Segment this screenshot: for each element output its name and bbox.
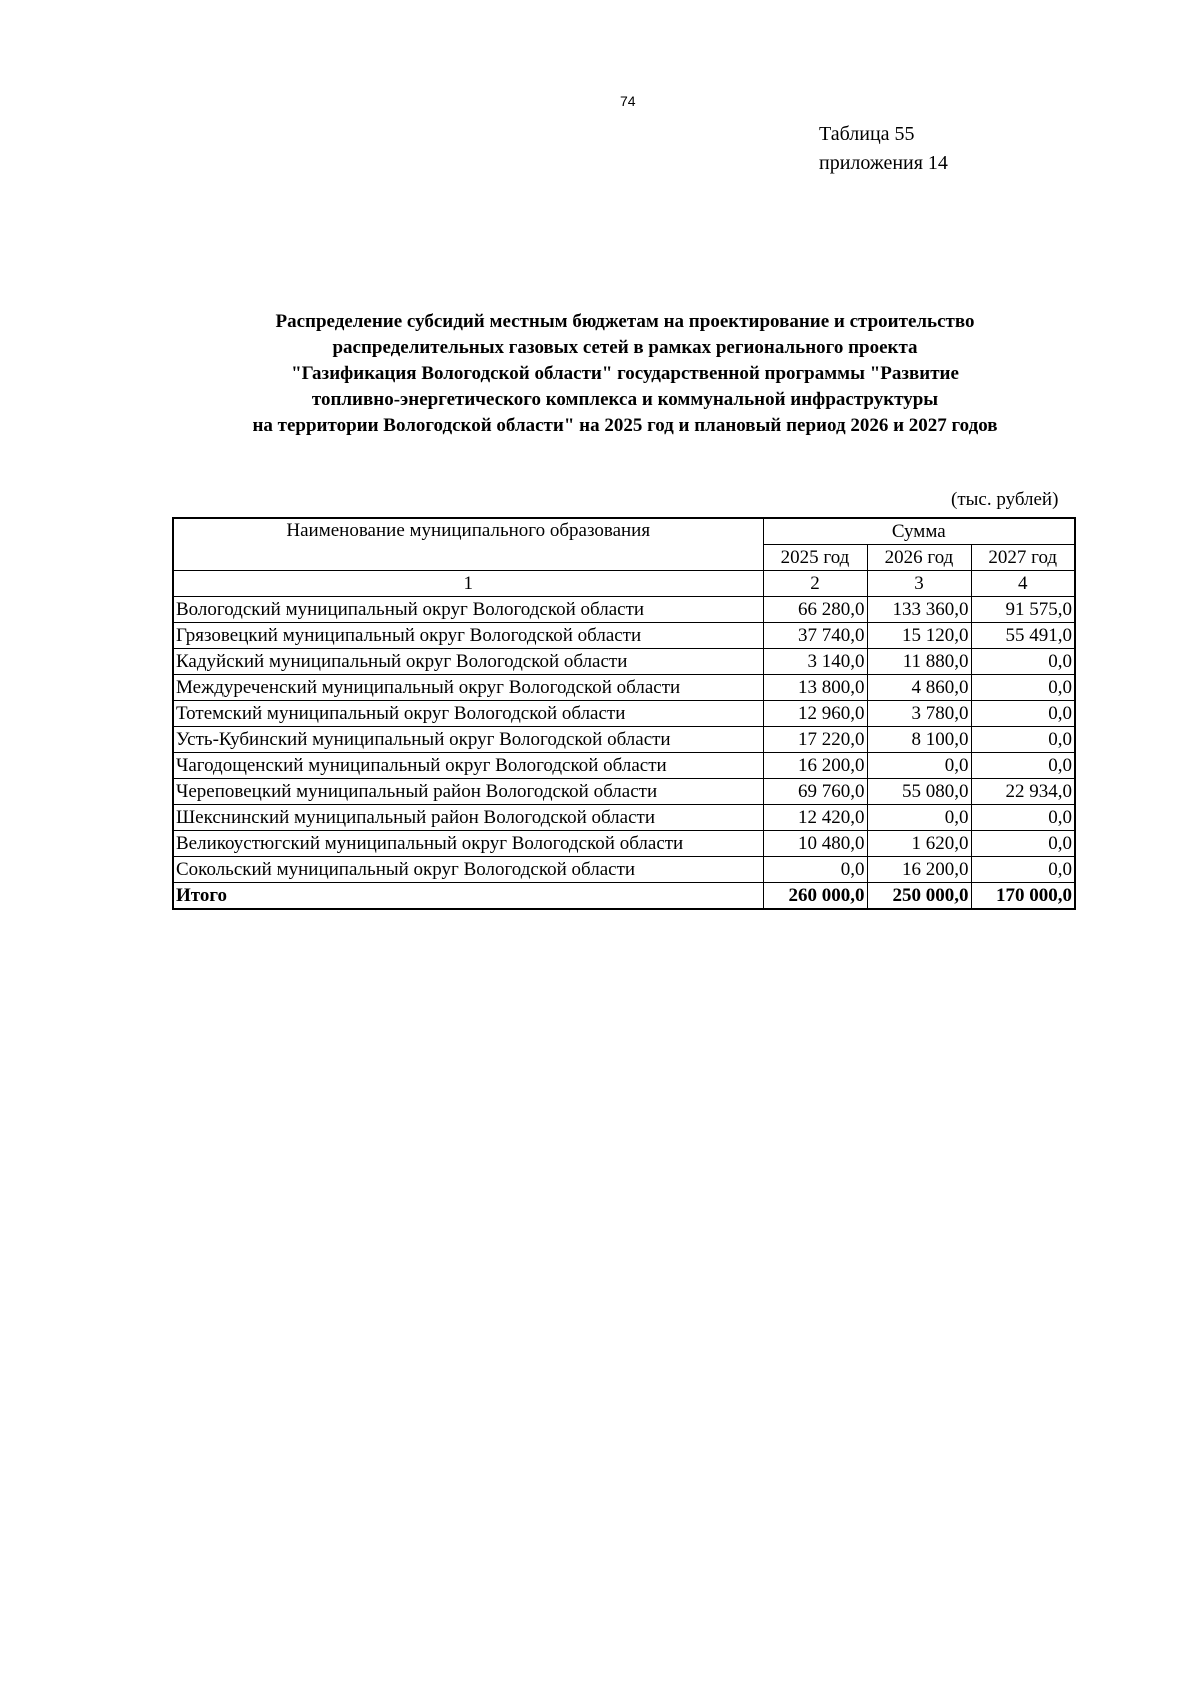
table-row	[173, 623, 1075, 649]
table-body	[173, 518, 1075, 909]
table-row	[173, 675, 1075, 701]
municipality-name: Чагодощенский муниципальный округ Вологодской области	[173, 753, 763, 779]
amount-2026: 11 880,0	[867, 649, 971, 675]
total-label: Итого	[173, 883, 763, 910]
amount-2027: 0,0	[971, 675, 1075, 701]
municipality-name: Великоустюгский муниципальный округ Вологодской области	[173, 831, 763, 857]
subsidy-table	[172, 517, 1076, 910]
municipality-name: Кадуйский муниципальный округ Вологодской области	[173, 649, 763, 675]
title-line: распределительных газовых сетей в рамках регионального проекта	[332, 337, 918, 358]
table-row	[173, 831, 1075, 857]
amount-2025: 37 740,0	[763, 623, 867, 649]
amount-2026: 0,0	[867, 753, 971, 779]
table-row	[173, 753, 1075, 779]
amount-2027: 0,0	[971, 805, 1075, 831]
amount-2025: 13 800,0	[763, 675, 867, 701]
column-number: 3	[867, 571, 971, 597]
table-row	[173, 649, 1075, 675]
amount-2026: 3 780,0	[867, 701, 971, 727]
table-row	[173, 857, 1075, 883]
amount-2026: 133 360,0	[867, 597, 971, 623]
amount-2025: 12 420,0	[763, 805, 867, 831]
title-line: на территории Вологодской области" на 2025 год и плановый период 2026 и 2027 годов	[252, 415, 998, 436]
header-row	[173, 518, 1075, 545]
amount-2026: 4 860,0	[867, 675, 971, 701]
table-row	[173, 597, 1075, 623]
units-label: (тыс. рублей)	[951, 489, 1059, 510]
municipality-name: Сокольский муниципальный округ Вологодской области	[173, 857, 763, 883]
title-line: топливно-энергетического комплекса и коммунальной инфраструктуры	[311, 389, 939, 410]
page-number: 74	[620, 93, 636, 109]
document-title	[170, 309, 1080, 439]
column-numbers-row	[173, 571, 1075, 597]
municipality-name: Череповецкий муниципальный район Вологодской области	[173, 779, 763, 805]
municipality-name: Междуреченский муниципальный округ Вологодской области	[173, 675, 763, 701]
table-row	[173, 727, 1075, 753]
table-reference	[819, 120, 948, 178]
header-year-2027: 2027 год	[971, 545, 1075, 571]
amount-2027: 22 934,0	[971, 779, 1075, 805]
amount-2026: 1 620,0	[867, 831, 971, 857]
municipality-name: Вологодский муниципальный округ Вологодской области	[173, 597, 763, 623]
amount-2026: 15 120,0	[867, 623, 971, 649]
amount-2025: 12 960,0	[763, 701, 867, 727]
header-sum-cell: Сумма	[763, 518, 1075, 545]
column-number: 1	[173, 571, 763, 597]
amount-2027: 91 575,0	[971, 597, 1075, 623]
total-2027: 170 000,0	[971, 883, 1075, 910]
table-reference-appendix: приложения 14	[819, 152, 948, 174]
municipality-name: Шекснинский муниципальный район Вологодской области	[173, 805, 763, 831]
title-line: Распределение субсидий местным бюджетам на проектирование и строительство	[275, 311, 975, 332]
table-reference-number: Таблица 55	[819, 123, 915, 145]
amount-2027: 0,0	[971, 649, 1075, 675]
amount-2027: 55 491,0	[971, 623, 1075, 649]
amount-2026: 8 100,0	[867, 727, 971, 753]
header-name-cell: Наименование муниципального образования	[173, 518, 763, 571]
column-number: 2	[763, 571, 867, 597]
amount-2025: 10 480,0	[763, 831, 867, 857]
amount-2026: 55 080,0	[867, 779, 971, 805]
title-line: "Газификация Вологодской области" государственной программы "Развитие	[291, 363, 959, 384]
table-row	[173, 779, 1075, 805]
header-year-2026: 2026 год	[867, 545, 971, 571]
municipality-name: Усть-Кубинский муниципальный округ Вологодской области	[173, 727, 763, 753]
amount-2026: 16 200,0	[867, 857, 971, 883]
amount-2027: 0,0	[971, 727, 1075, 753]
header-year-2025: 2025 год	[763, 545, 867, 571]
amount-2025: 3 140,0	[763, 649, 867, 675]
amount-2027: 0,0	[971, 831, 1075, 857]
table-row	[173, 701, 1075, 727]
amount-2025: 0,0	[763, 857, 867, 883]
amount-2025: 17 220,0	[763, 727, 867, 753]
amount-2026: 0,0	[867, 805, 971, 831]
municipality-name: Грязовецкий муниципальный округ Вологодской области	[173, 623, 763, 649]
total-2026: 250 000,0	[867, 883, 971, 910]
table-row	[173, 805, 1075, 831]
amount-2027: 0,0	[971, 857, 1075, 883]
amount-2025: 66 280,0	[763, 597, 867, 623]
municipality-name: Тотемский муниципальный округ Вологодской области	[173, 701, 763, 727]
column-number: 4	[971, 571, 1075, 597]
amount-2025: 16 200,0	[763, 753, 867, 779]
total-2025: 260 000,0	[763, 883, 867, 910]
amount-2027: 0,0	[971, 701, 1075, 727]
amount-2027: 0,0	[971, 753, 1075, 779]
total-row	[173, 883, 1075, 910]
amount-2025: 69 760,0	[763, 779, 867, 805]
